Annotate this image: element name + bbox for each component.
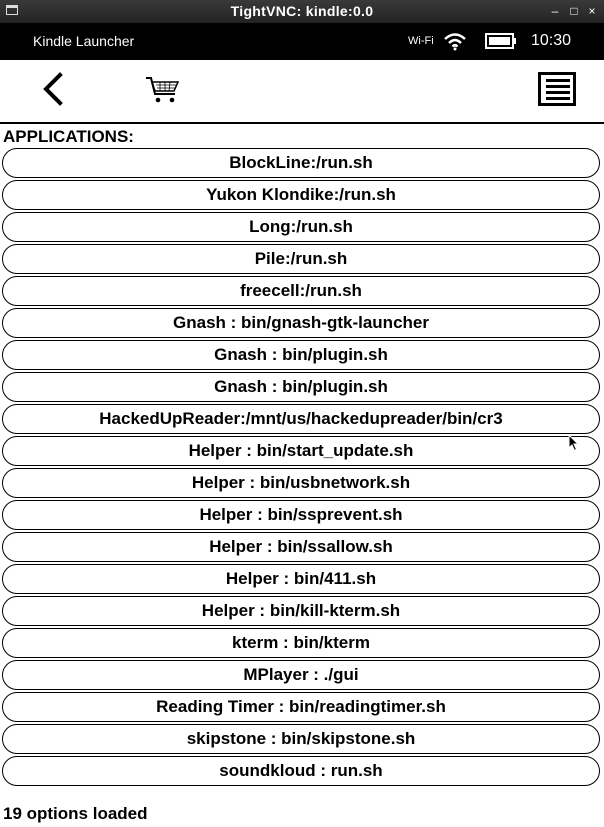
section-title: APPLICATIONS: bbox=[3, 127, 134, 146]
close-button[interactable]: × bbox=[588, 4, 596, 18]
app-name: Kindle Launcher bbox=[33, 33, 135, 49]
kindle-status-bar bbox=[0, 23, 604, 60]
app-list-item[interactable]: kterm : bin/kterm bbox=[2, 628, 600, 658]
battery-icon bbox=[485, 33, 517, 49]
app-list-item[interactable]: Helper : bin/ssallow.sh bbox=[2, 532, 600, 562]
back-icon[interactable] bbox=[38, 72, 68, 106]
window-titlebar[interactable] bbox=[0, 0, 604, 23]
app-list-item[interactable]: HackedUpReader:/mnt/us/hackedupreader/bin/cr3 bbox=[2, 404, 600, 434]
app-list-item[interactable]: Helper : bin/start_update.sh bbox=[2, 436, 600, 466]
app-list-item[interactable]: Long:/run.sh bbox=[2, 212, 600, 242]
app-list-item[interactable]: Gnash : bin/gnash-gtk-launcher bbox=[2, 308, 600, 338]
clock: 10:30 bbox=[531, 32, 572, 49]
app-list-item[interactable]: Helper : bin/ssprevent.sh bbox=[2, 500, 600, 530]
app-list-item[interactable]: Helper : bin/411.sh bbox=[2, 564, 600, 594]
app-list-item[interactable]: Gnash : bin/plugin.sh bbox=[2, 372, 600, 402]
app-list-item[interactable]: Yukon Klondike:/run.sh bbox=[2, 180, 600, 210]
app-list-item[interactable]: freecell:/run.sh bbox=[2, 276, 600, 306]
wifi-label: Wi-Fi bbox=[408, 35, 434, 47]
toolbar bbox=[0, 60, 604, 124]
app-list-item[interactable]: Helper : bin/kill-kterm.sh bbox=[2, 596, 600, 626]
app-list-item[interactable]: MPlayer : ./gui bbox=[2, 660, 600, 690]
minimize-button[interactable]: – bbox=[551, 4, 559, 18]
options-loaded-status: 19 options loaded bbox=[3, 804, 148, 823]
cart-icon[interactable] bbox=[145, 75, 181, 105]
app-list-item[interactable]: Helper : bin/usbnetwork.sh bbox=[2, 468, 600, 498]
menu-icon[interactable] bbox=[538, 72, 576, 106]
app-list-item[interactable]: Pile:/run.sh bbox=[2, 244, 600, 274]
mouse-cursor-icon bbox=[568, 434, 580, 452]
app-list-item[interactable]: BlockLine:/run.sh bbox=[2, 148, 600, 178]
wifi-icon bbox=[443, 31, 467, 51]
app-list-item[interactable]: soundkloud : run.sh bbox=[2, 756, 600, 786]
app-list-item[interactable]: skipstone : bin/skipstone.sh bbox=[2, 724, 600, 754]
app-list-item[interactable]: Gnash : bin/plugin.sh bbox=[2, 340, 600, 370]
app-list-item[interactable]: Reading Timer : bin/readingtimer.sh bbox=[2, 692, 600, 722]
window-title: TightVNC: kindle:0.0 bbox=[230, 3, 374, 19]
maximize-button[interactable]: □ bbox=[570, 4, 578, 18]
